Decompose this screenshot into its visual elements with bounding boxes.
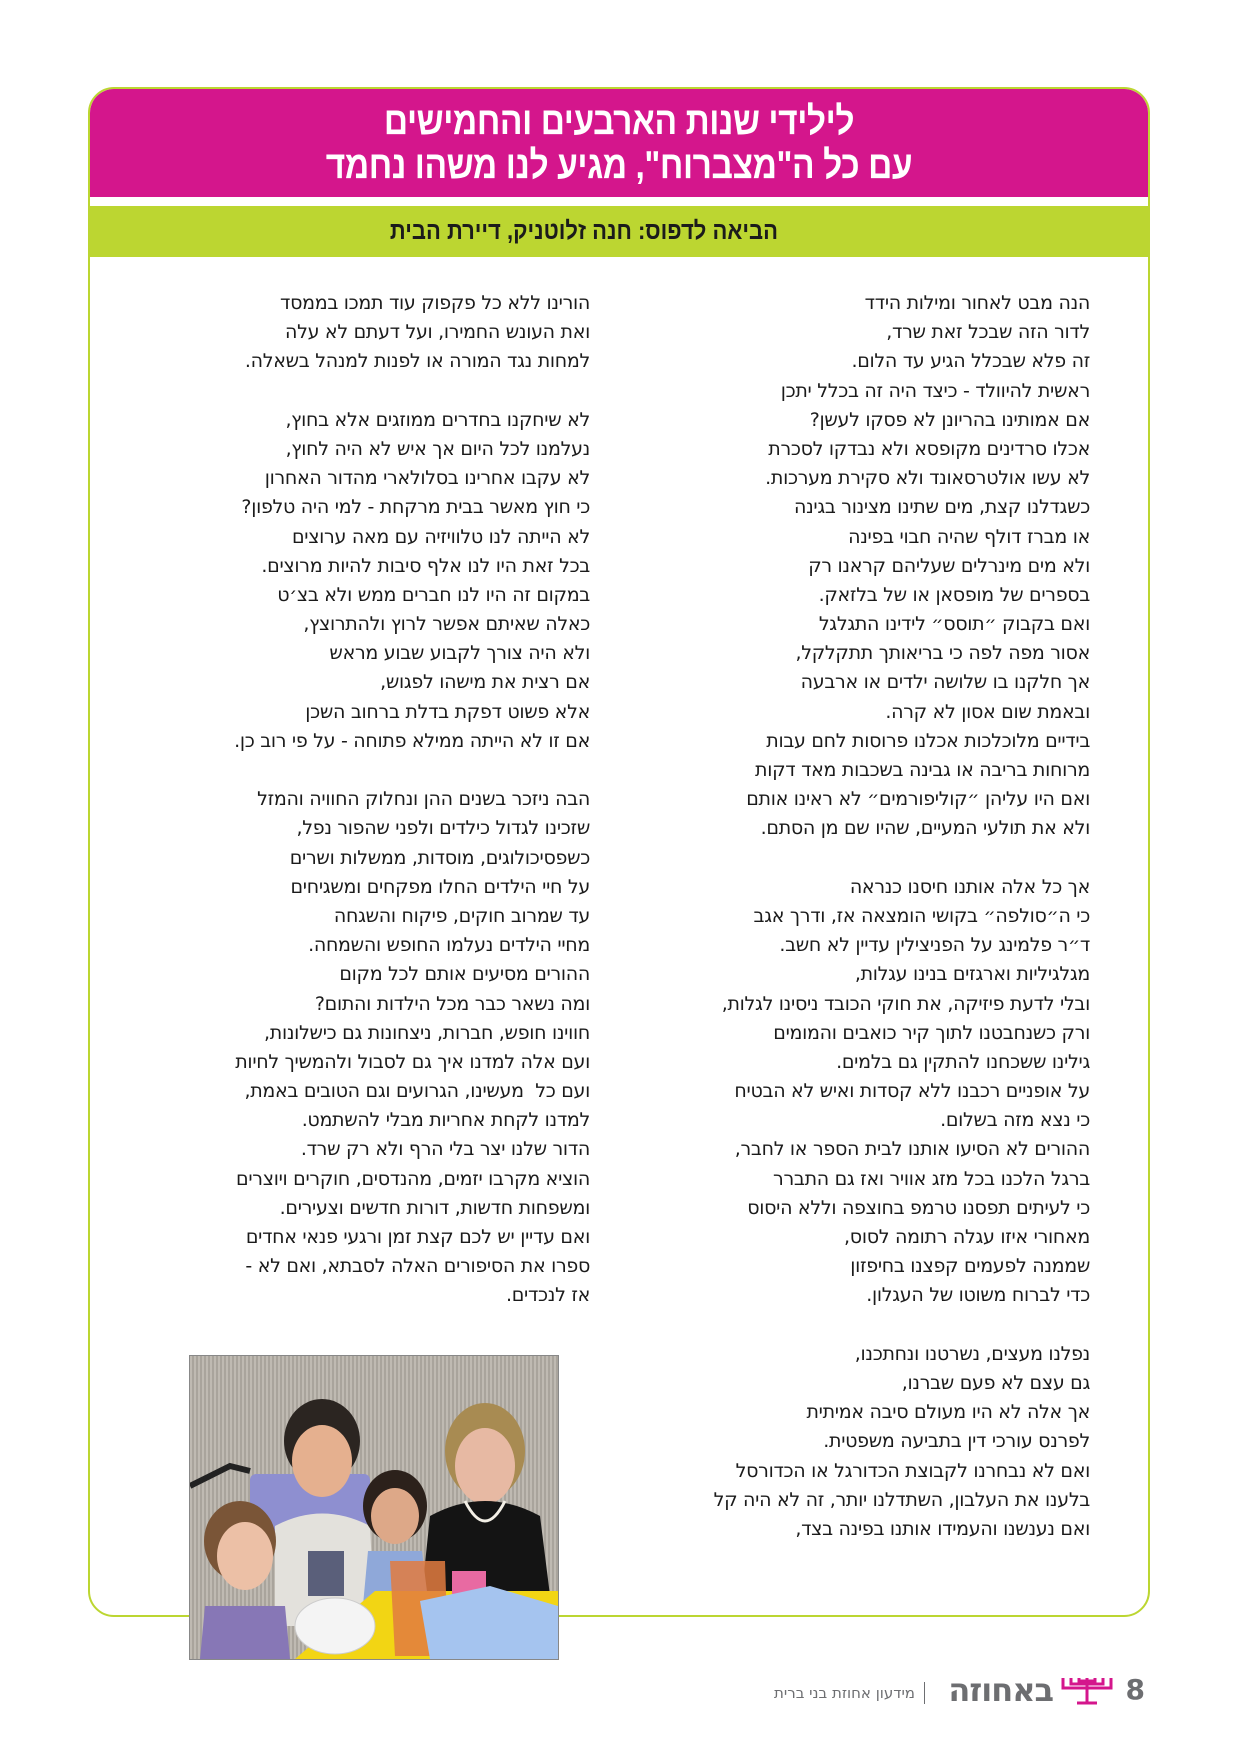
photo-illustration (190, 1356, 558, 1659)
poem-line: ספרו את הסיפורים האלה לסבתא, ואם לא - (245, 1255, 590, 1278)
poem-line: כי ה״סולפה״ בקושי הומצאה אז, ודרך אגב (753, 904, 1090, 927)
poem-line: עד שמרוב חוקים, פיקוח והשגחה (333, 904, 590, 927)
poem-line: אך כל אלה אותנו חיסנו כנראה (849, 875, 1090, 898)
poem-line: למדנו לקחת אחריות מבלי להשתמט. (301, 1109, 590, 1132)
byline: הביאה לדפוס: חנה זלוטניק, דיירת הבית (389, 217, 778, 245)
poem-line: בידיים מלוכלכות אכלנו פרוסות לחם עבות (766, 729, 1090, 752)
poem-line: אז לנכדים. (505, 1284, 590, 1307)
poem-line: ומה נשאר כבר מכל הילדות והתום? (314, 992, 590, 1015)
poem-line: הוציא מקרבו יזמים, מהנדסים, חוקרים ויוצרים (236, 1167, 590, 1190)
poem-line: ההורים מסיעים אותם לכל מקום (339, 963, 590, 986)
page-number: 8 (1125, 1673, 1145, 1706)
poem-line (620, 1311, 1090, 1340)
poem-line: הדור שלנו יצר בלי הרף ולא רק שרד. (300, 1138, 590, 1161)
poem-line: ולא את תולעי המעיים, שהיו שם מן הסתם. (760, 817, 1090, 840)
poem-line: שממנה לפעמים קפצנו בחיפזון (850, 1255, 1090, 1278)
poem-line: על אופניים רכבנו ללא קסדות ואיש לא הבטיח (734, 1080, 1090, 1103)
poem-line (620, 844, 1090, 873)
shirt-print (308, 1551, 344, 1596)
poem-line: כי חוץ מאשר בבית מרקחת - למי היה טלפון? (241, 496, 590, 519)
poem-line: הבה ניזכר בשנים ההן ונחלוק החוויה והמזל (257, 788, 590, 811)
brand-name: באחוזה (948, 1671, 1053, 1709)
poem-line: למחות נגד המורה או לפנות למנהל בשאלה. (244, 350, 590, 373)
walker-handle (190, 1466, 250, 1486)
toddler-face (217, 1522, 273, 1590)
article-photo (189, 1355, 559, 1660)
poem-line: אסור מפה לפה כי בריאותך תתקלקל, (795, 642, 1090, 665)
poem-line: ואת העונש החמירו, ועל דעתם לא עלה (284, 321, 590, 344)
poem-line: לדור הזה שבכל זאת שרד, (886, 321, 1090, 344)
poem-line: לא עשו אולטרסאונד ולא סקירת מערכות. (765, 467, 1090, 490)
poem-line: לא שיחקנו בחדרים ממוזגים אלא בחוץ, (285, 408, 590, 431)
footer-separator (924, 1682, 925, 1704)
poem-line: אם אמותינו בהריונן לא פסקו לעשן? (809, 408, 1090, 431)
poem-line: ורק כשנחבטנו לתוך קיר כואבים והמומים (773, 1021, 1090, 1044)
poem-line: לא הייתה לנו טלוויזיה עם מאה ערוצים (291, 525, 590, 548)
poem-line: ואם לא נבחרנו לקבוצת הכדורגל או הכדורסל (735, 1459, 1090, 1482)
poem-line: כי נצא מזה בשלום. (940, 1109, 1090, 1132)
poem-line: אך חלקנו בו שלושה ילדים או ארבעה (800, 671, 1090, 694)
poem-line: לפרנס עורכי דין בתביעה משפטית. (823, 1430, 1090, 1453)
poem-line: מאחורי איזו עגלה רתומה לסוס, (844, 1226, 1090, 1248)
poem-line: ובלי לדעת פיזיקה, את חוקי הכובד ניסינו לגלות, (721, 992, 1090, 1015)
poem-line: כשפסיכולוגים, מוסדות, ממשלות ושרים (289, 846, 590, 869)
poem-line: כשגדלנו קצת, מים שתינו מצינור בגינה (793, 496, 1090, 519)
poem-line: ואם היו עליהן ״קוליפורמים״ לא ראינו אותם (746, 788, 1090, 811)
article-title (90, 89, 1148, 197)
poem-column-right (620, 289, 1090, 1544)
poem-line: ואם בקבוק ״תוסס״ לידינו התגלגל (818, 613, 1090, 636)
poem-line: ובאמת שום אסון לא קרה. (885, 700, 1090, 723)
poem-line: הנה מבט לאחור ומילות הידד (864, 292, 1090, 314)
poem-line: כי לעיתים תפסנו טרמפ בחוצפה וללא היסוס (747, 1196, 1090, 1219)
poem-line: ההורים לא הסיעו אותנו לבית הספר או לחבר, (734, 1138, 1090, 1161)
poem-line: לא עקבו אחרינו בסלולארי מהדור האחרון (264, 467, 590, 490)
boy-face (292, 1425, 352, 1497)
poem-line: בספרים של מופסאן או של בלזאק. (818, 583, 1090, 606)
poem-line: בלענו את העלבון, השתדלנו יותר, זה לא היה קל (713, 1488, 1090, 1511)
title-line-1: לילידי שנות הארבעים והחמישים (383, 100, 855, 143)
poem-line: ועם כל מעשינו, הגרועים וגם הטובים באמת, (244, 1080, 590, 1103)
poem-line: אם זו לא הייתה ממילא פתוחה - על פי רוב כן. (234, 729, 590, 752)
poem-line: זה פלא שבכלל הגיע עד הלום. (851, 350, 1090, 373)
poem-line: אם רצית את מישהו לפגוש, (380, 671, 590, 694)
poem-line: או מברז דולף שהיה חבוי בפינה (848, 525, 1090, 548)
poem-line: גילינו ששכחנו להתקין גם בלמים. (836, 1050, 1090, 1073)
poem-line: מגלגיליות וארגזים בנינו עגלות, (854, 963, 1090, 986)
poem-line: חווינו חופש, חברות, ניצחונות גם כישלונות, (264, 1021, 590, 1044)
footer-tagline: מידעון אחוזת בני ברית (774, 1684, 915, 1702)
title-line-2: עם כל ה"מצברוח", מגיע לנו משהו נחמד (325, 144, 913, 187)
poem-line: ועם אלה למדנו איך גם לסבול ולהמשיך לחיות (235, 1050, 590, 1073)
poem-line: במקום זה היו לנו חברים ממש ולא בצ׳ט (277, 583, 590, 606)
poem-line: מחיי הילדים נעלמו החופש והשמחה. (308, 934, 590, 957)
toddler-dress (200, 1606, 290, 1659)
poem-line: אך אלה לא היו מעולם סיבה אמיתית (806, 1401, 1090, 1424)
byline-bar (90, 206, 1148, 257)
poem-line: כאלה שאיתם אפשר לרוץ ולהתרוצץ, (303, 613, 590, 636)
poem-line: ולא היה צורך לקבוע שבוע מראש (329, 642, 590, 665)
plate (295, 1598, 375, 1654)
poem-line: ומשפחות חדשות, דורות חדשים וצעירים. (279, 1196, 590, 1219)
poem-line: בכל זאת היו לנו אלף סיבות להיות מרוצים. (261, 554, 590, 577)
poem-line: גם עצם לא פעם שברנו, (901, 1371, 1090, 1394)
poem-line: אכלו סרדינים מקופסא ולא נבדקו לסכרת (768, 437, 1090, 460)
poem-line: ואם נענשנו והעמידו אותנו בפינה בצד, (795, 1517, 1090, 1540)
poem-line: הורינו ללא כל פקפוק עוד תמכו בממסד (280, 292, 590, 314)
poem-line: ברגל הלכנו בכל מזג אוויר ואז גם התברר (773, 1167, 1090, 1190)
poem-line (160, 756, 590, 785)
poem-line: נעלמנו לכל היום אך איש לא היה לחוץ, (285, 437, 590, 460)
poem-line: ואם עדיין יש לכם קצת זמן ורגעי פנאי אחדים (245, 1226, 590, 1248)
poem-line: ולא מים מינרלים שעליהם קראנו רק (808, 554, 1090, 577)
poem-line: ראשית להיוולד - כיצד היה זה בכלל יתכן (780, 379, 1090, 402)
poem-line (160, 377, 590, 406)
poem-line: אלא פשוט דפקת בדלת ברחוב השכן (305, 700, 590, 723)
grandmother-face (455, 1428, 515, 1504)
poem-line: ד״ר פלמינג על הפניצילין עדיין לא חשב. (779, 934, 1090, 957)
poem-line: שזכינו לגדול כילדים ולפני שהפור נפל, (296, 817, 590, 840)
girl-face (371, 1488, 419, 1544)
poem-line: כדי לברוח משוטו של העגלון. (866, 1284, 1090, 1307)
poem-line: נפלנו מעצים, נשרטנו ונחתכנו, (854, 1342, 1090, 1365)
menorah-icon (1059, 1676, 1115, 1706)
poem-line: מרוחות בריבה או גבינה בשכבות מאד דקות (755, 759, 1090, 781)
poem-column-left (160, 289, 590, 1311)
poem-line: על חיי הילדים החלו מפקחים ומשגיחים (290, 875, 590, 898)
